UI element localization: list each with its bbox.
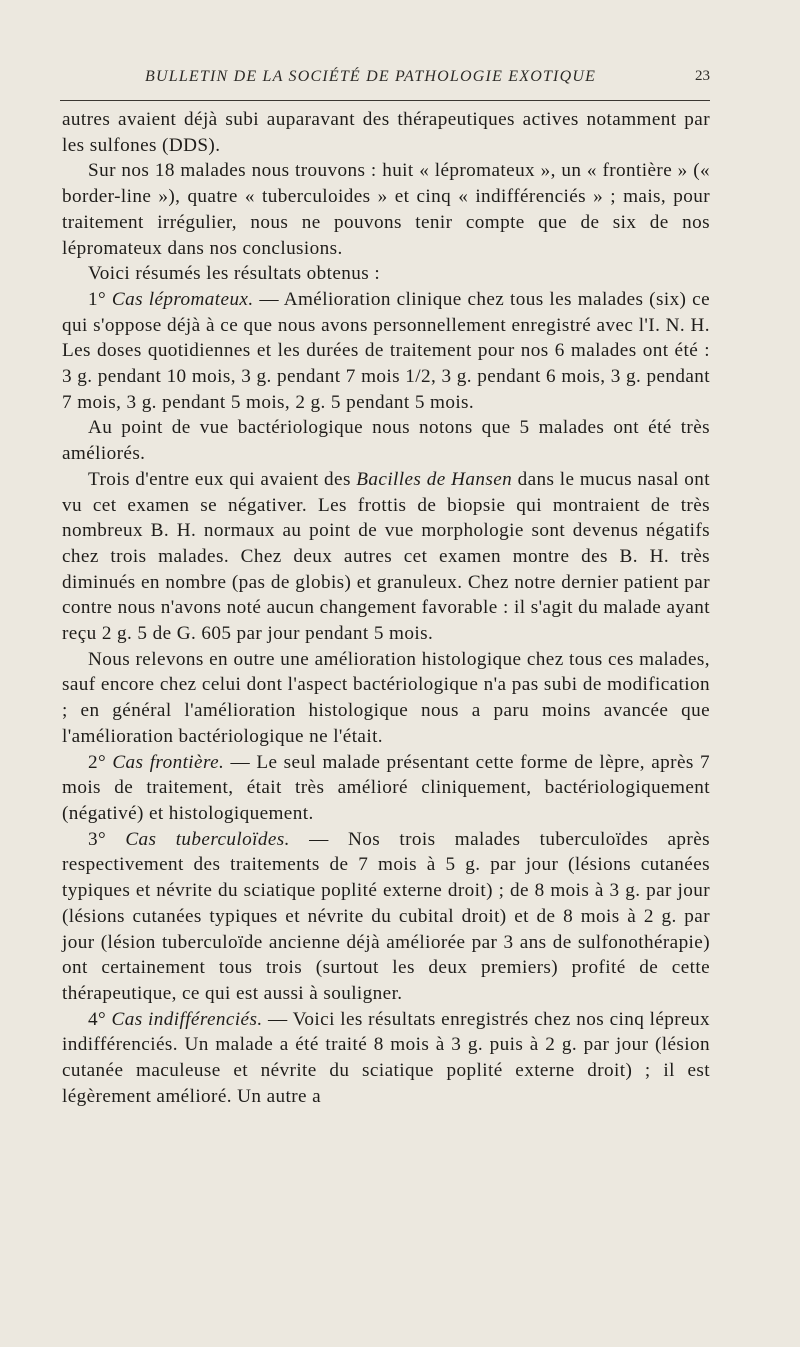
paragraph-text: — Le seul malade présentant cette forme de lèpre, après 7 mois de traitement, était très amélioré cliniquement, bactériologiquement (négativé) et histologiquement. (62, 751, 710, 824)
section-frontiere (62, 750, 710, 827)
section-lepromateux (62, 287, 710, 416)
section-heading: Cas indifférenciés. (111, 1008, 263, 1030)
body-text (62, 107, 710, 1109)
paragraph-text: — Amélioration clinique chez tous les malades (six) ce qui s'oppose déjà à ce que nous avons personnellement enregistré avec l'I. N. H. Les doses quotidiennes et les durées de traitement pour nos 6 malades ont été : 3 g. pendant 10 mois, 3 g. pendant 7 mois 1/2, 3 g. pendant 6 mois, 3 g. pendant 7 mois, 3 g. pendant 5 mois, 2 g. 5 pendant 5 mois. (62, 288, 710, 413)
page-header (60, 64, 710, 94)
page-number: 23 (695, 68, 710, 84)
paragraph-2 (62, 158, 710, 261)
section-indifferencies (62, 1007, 710, 1110)
paragraph-6 (62, 467, 710, 647)
italic-term: Bacilles de Hansen (356, 468, 513, 490)
section-number: 4° (88, 1008, 107, 1030)
paragraph-1 (62, 107, 710, 158)
paragraph-text: Sur nos 18 malades nous trouvons : huit « lépromateux », un « frontière » (« border-line »), quatre « tuberculoides » et cinq « indifférenciés » ; mais, pour traitement irrégulier, nous ne pouvons tenir compte que de six de nos lépromateux dans nos conclusions. (62, 160, 710, 259)
section-number: 1° (88, 288, 107, 310)
header-rule (60, 100, 710, 101)
paragraph-text-after: dans le mucus nasal ont vu cet examen se négativer. Les frottis de biopsie qui montraient de très nombreux B. H. normaux au point de vue morphologie sont devenus négatifs chez trois malades. Chez deux autres cet examen montre des B. H. très diminués en nombre (pas de globis) et granuleux. Chez notre dernier patient par contre nous n'avons noté aucun changement favorable : il s'agit du malade ayant reçu 2 g. 5 de G. 605 par jour pendant 5 mois. (62, 468, 711, 645)
paragraph-5 (62, 415, 710, 466)
running-title: BULLETIN DE LA SOCIÉTÉ DE PATHOLOGIE EXOTIQUE (145, 68, 597, 85)
section-heading: Cas tuberculoïdes. (125, 828, 290, 850)
paragraph-3 (62, 261, 710, 287)
section-heading: Cas lépromateux. (111, 288, 254, 310)
paragraph-text: autres avaient déjà subi auparavant des thérapeutiques actives notamment par les sulfones (DDS). (62, 109, 710, 156)
paragraph-7 (62, 647, 710, 750)
paragraph-text: Nous relevons en outre une amélioration histologique chez tous ces malades, sauf encore chez celui dont l'aspect bactériologique n'a pas subi de modification ; en général l'amélioration histologique nous a paru moins avancée que l'amélioration bactériologique ne l'était. (62, 648, 710, 747)
section-heading: Cas frontière. (112, 751, 225, 773)
section-tuberculoides (62, 827, 710, 1007)
paragraph-text: — Voici les résultats enregistrés chez nos cinq lépreux indifférenciés. Un malade a été traité 8 mois à 3 g. puis à 2 g. par jour (lésion cutanée maculeuse et névrite du sciatique poplité externe droit) ; il est légèrement amélioré. Un autre a (62, 1008, 710, 1107)
paragraph-text: Voici résumés les résultats obtenus : (88, 263, 381, 285)
paragraph-text: — Nos trois malades tuberculoïdes après respectivement des traitements de 7 mois à 5 g. par jour (lésions cutanées typiques et névrite du sciatique poplité externe droit) ; de 8 mois à 3 g. par jour (lésions cutanées typiques et névrite du cubital droit) et de 8 mois à 2 g. par jour (lésion tuberculoïde ancienne déjà améliorée par 3 ans de sulfonothérapie) ont certainement tous trois (surtout les deux premiers) profité de cette thérapeutique, ce qui est aussi à souligner. (62, 828, 710, 1004)
paragraph-text-before: Trois d'entre eux qui avaient des (88, 468, 351, 490)
paragraph-text: Au point de vue bactériologique nous notons que 5 malades ont été très améliorés. (62, 417, 710, 465)
section-number: 3° (88, 828, 107, 850)
section-number: 2° (88, 751, 107, 773)
